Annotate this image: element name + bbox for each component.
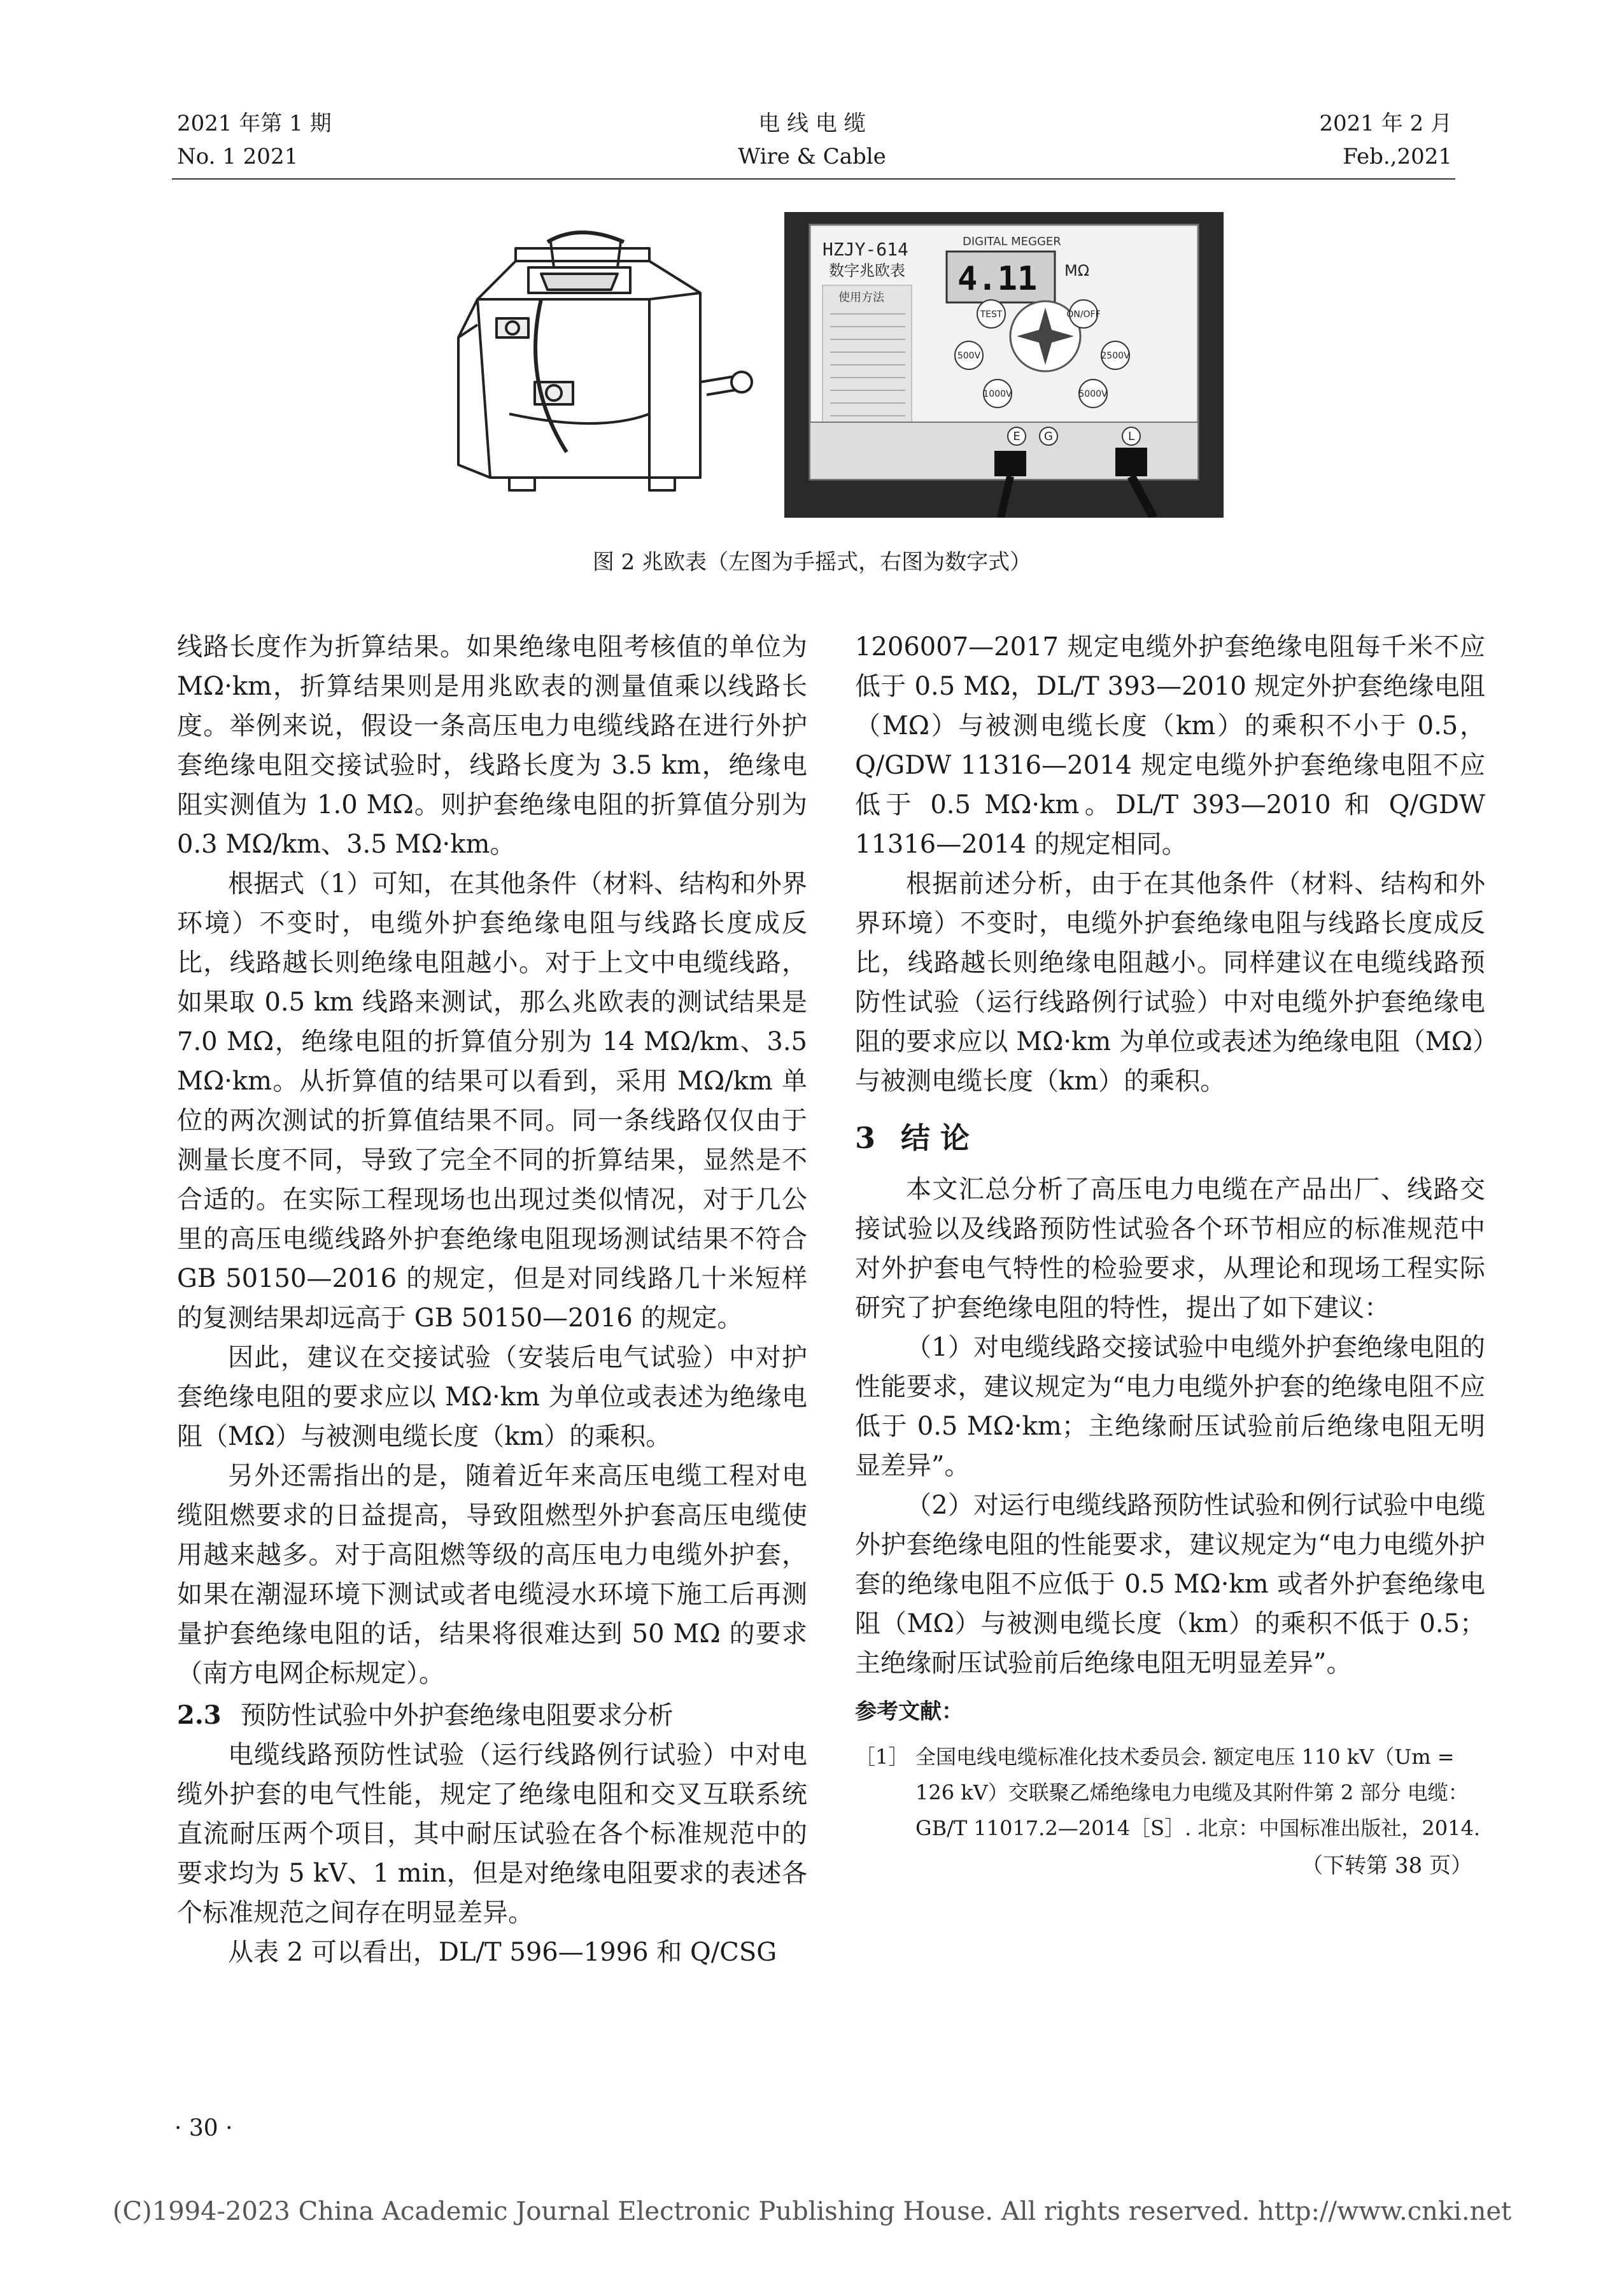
copyright-footer: (C)1994-2023 China Academic Journal Electronic Publishing House. All rights reserved. http://www.cnki.net xyxy=(112,2197,1512,2226)
right-paragraph-2: 根据前述分析，由于在其他条件（材料、结构和外界环境）不变时，电缆外护套绝缘电阻与线路长度成反比，线路越长则绝缘电阻越小。同样建议在电缆线路预防性试验（运行线路例行试验）中对电缆外护套绝缘电阻的要求应以 MΩ·km 为单位或表述为绝缘电阻（MΩ）与被测电缆长度（km）的乘积。 xyxy=(855,869,1485,1096)
header-date-cn: 2021 年 2 月 xyxy=(1319,111,1452,136)
right-paragraph-3: 本文汇总分析了高压电力电缆在产品出厂、线路交接试验以及线路预防性试验各个环节相应的标准规范中对外护套电气特性的检验要求，从理论和现场工程实际研究了护套绝缘电阻的特性，提出了如下建议： xyxy=(855,1175,1485,1323)
continued-note: （下转第 38 页） xyxy=(1301,1853,1472,1878)
left-paragraph-4: 另外还需指出的是，随着近年来高压电缆工程对电缆阻燃要求的日益提高，导致阻燃型外护套高压电缆使用越来越多。对于高阻燃等级的高压电力电缆外护套，如果在潮湿环境下测试或者电缆浸水环境下施工后再测量护套绝缘电阻的话，结果将很难达到 50 MΩ 的要求（南方电网企标规定）。 xyxy=(177,1461,807,1688)
header-issue-cn: 2021 年第 1 期 xyxy=(177,111,332,136)
meter-name-label: 数字兆欧表 xyxy=(829,262,905,280)
500v-button-label: 500V xyxy=(957,351,981,361)
right-column xyxy=(855,627,1485,1885)
left-paragraph-1: 线路长度作为折算结果。如果绝缘电阻考核值的单位为 MΩ·km，折算结果则是用兆欧表的测量值乘以线路长度。举例来说，假设一条高压电力电缆线路在进行外护套绝缘电阻交接试验时，线路长度为 3.5 km，绝缘电阻实测值为 1.0 MΩ。则护套绝缘电阻的折算值分别为 0.3 MΩ/km、3.5 MΩ·km。 xyxy=(177,632,807,859)
onoff-button-label: ON/OFF xyxy=(1066,309,1101,320)
left-paragraph-3: 因此，建议在交接试验（安装后电气试验）中对护套绝缘电阻的要求应以 MΩ·km 为单位或表述为绝缘电阻（MΩ）与被测电缆长度（km）的乘积。 xyxy=(177,1343,807,1451)
section-2-3-title: 预防性试验中外护套绝缘电阻要求分析 xyxy=(240,1701,674,1730)
figure-caption: 图 2 兆欧表（左图为手摇式，右图为数字式） xyxy=(592,550,1032,575)
meter-display-value: 4.11 xyxy=(957,260,1038,298)
right-paragraph-5: （2）对运行电缆线路预防性试验和例行试验中电缆外护套绝缘电阻的性能要求，建议规定为“电力电缆外护套的绝缘电阻不应低于 0.5 MΩ·km 或者外护套绝缘电阻（MΩ）与被测电缆长度（km）的乘积不低于 0.5；主绝缘耐压试验前后绝缘电阻无明显差异”。 xyxy=(855,1491,1485,1678)
digital-megger-image xyxy=(784,212,1224,518)
header-date-en: Feb.,2021 xyxy=(1343,144,1452,169)
left-column xyxy=(177,627,807,1972)
left-paragraph-2: 根据式（1）可知，在其他条件（材料、结构和外界环境）不变时，电缆外护套绝缘电阻与线路长度成反比，线路越长则绝缘电阻越小。对于上文中电缆线路，如果取 0.5 km 线路来测试，那么兆欧表的测试结果是 7.0 MΩ，绝缘电阻的折算值分别为 14 MΩ/km、3.5 MΩ·km。从折算值的结果可以看到，采用 MΩ/km 单位的两次测试的折算值结果不同。同一条线路仅仅由于测量长度不同，导致了完全不同的折算结果，显然是不合适的。在实际工程现场也出现过类似情况，对于几公里的高压电缆线路外护套绝缘电阻现场测试结果不符合 GB 50150—2016 的规定，但是对同线路几十米短样的复测结果却远高于 GB 50150—2016 的规定。 xyxy=(177,869,807,1333)
meter-brand-label: DIGITAL MEGGER xyxy=(963,235,1061,248)
left-paragraph-6: 从表 2 可以看出，DL/T 596—1996 和 Q/CSG xyxy=(228,1938,777,1967)
section-3-number: 3 xyxy=(855,1121,876,1155)
5000v-button-label: 5000V xyxy=(1078,389,1108,399)
terminal-l-label: L xyxy=(1127,430,1135,443)
section-3-heading xyxy=(855,1111,1485,1165)
test-button-label: TEST xyxy=(980,309,1003,320)
meter-usage-title: 使用方法 xyxy=(838,291,884,304)
reference-item xyxy=(855,1739,1485,1846)
page-number: · 30 · xyxy=(174,2115,233,2141)
left-paragraph-5: 电缆线路预防性试验（运行线路例行试验）中对电缆外护套的电气性能，规定了绝缘电阻和交叉互联系统直流耐压两个项目，其中耐压试验在各个标准规范中的要求均为 5 kV、1 min，但是对绝缘电阻要求的表述各个标准规范之间存在明显差异。 xyxy=(177,1740,807,1928)
header-divider xyxy=(172,178,1455,180)
hand-crank-megger-image xyxy=(439,223,770,503)
terminal-e-label: E xyxy=(1013,430,1020,443)
references-heading: 参考文献： xyxy=(855,1699,963,1724)
reference-text: 全国电线电缆标准化技术委员会. 额定电压 110 kV（Um = 126 kV）交联聚乙烯绝缘电力电缆及其附件第 2 部分 电缆：GB/T 11017.2—2014［S］. 北京：中国标准出版社，2014. xyxy=(915,1745,1481,1840)
2500v-button-label: 2500V xyxy=(1101,351,1130,361)
header-date xyxy=(1319,107,1452,173)
reference-number: ［1］ xyxy=(855,1745,909,1769)
meter-unit-label: MΩ xyxy=(1064,262,1090,280)
right-paragraph-4: （1）对电缆线路交接试验中电缆外护套绝缘电阻的性能要求，建议规定为“电力电缆外护套的绝缘电阻不应低于 0.5 MΩ·km；主绝缘耐压试验前后绝缘电阻无明显差异”。 xyxy=(855,1333,1485,1480)
1000v-button-label: 1000V xyxy=(983,389,1012,399)
section-3-title: 结 论 xyxy=(901,1121,970,1155)
section-2-3-number: 2.3 xyxy=(177,1700,222,1730)
meter-model-label: HZJY-614 xyxy=(823,239,908,260)
right-paragraph-1: 1206007—2017 规定电缆外护套绝缘电阻每千米不应低于 0.5 MΩ，DL/T 393—2010 规定外护套绝缘电阻（MΩ）与被测电缆长度（km）的乘积不小于 0.5，Q/GDW 11316—2014 规定电缆外护套绝缘电阻不应低于 0.5 MΩ·km。DL/T 393—2010 和 Q/GDW 11316—2014 的规定相同。 xyxy=(855,632,1485,859)
terminal-g-label: G xyxy=(1044,430,1053,443)
header-journal-cn: 电 线 电 缆 xyxy=(758,111,866,136)
header-issue-en: No. 1 2021 xyxy=(177,144,299,169)
header-journal-en: Wire & Cable xyxy=(738,144,886,169)
section-2-3-heading xyxy=(177,1696,807,1735)
